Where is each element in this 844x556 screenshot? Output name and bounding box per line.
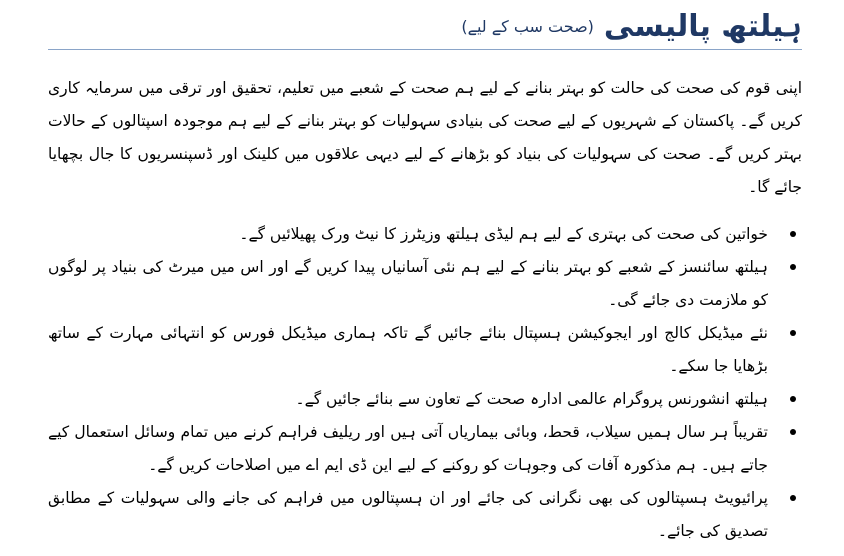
list-item (48, 482, 802, 548)
bullet-icon (790, 330, 796, 336)
bullet-icon (790, 264, 796, 270)
list-item-text: خواتین کی صحت کی بہتری کے لیے ہم لیڈی ہیلتھ وزیٹرز کا نیٹ ورک پھیلائیں گے۔ (239, 225, 768, 243)
list-item (48, 317, 802, 383)
bullet-icon (790, 495, 796, 501)
list-item-text: تقریباً ہر سال ہمیں سیلاب، قحط، وبائی بیماریاں آتی ہیں اور ریلیف فراہم کرنے میں تمام وسائل استعمال کیے جاتے ہیں۔ ہم مذکورہ آفات کی وجوہات کو روکنے کے لیے این ڈی ایم اے میں اصلاحات کریں گے۔ (48, 423, 768, 474)
bullet-icon (790, 429, 796, 435)
page-subtitle: (صحت سب کے لیے) (461, 17, 594, 36)
list-item (48, 218, 802, 251)
list-item (48, 383, 802, 416)
bullet-icon (790, 396, 796, 402)
document-header (48, 0, 802, 50)
list-item-text: ہیلتھ انشورنس پروگرام عالمی ادارہ صحت کے تعاون سے بنائے جائیں گے۔ (295, 390, 768, 408)
list-item-text: پرائیویٹ ہسپتالوں کی بھی نگرانی کی جائے اور ان ہسپتالوں میں فراہم کی جانے والی سہولیات کے مطابق تصدیق کی جائے۔ (48, 489, 768, 540)
list-item (48, 251, 802, 317)
list-item-text: نئے میڈیکل کالج اور ایجوکیشن ہسپتال بنائے جائیں گے تاکہ ہماری میڈیکل فورس کو انتہائی مہارت کے ساتھ بڑھایا جا سکے۔ (48, 324, 768, 375)
bullet-list (48, 218, 802, 548)
list-item (48, 416, 802, 482)
bullet-icon (790, 231, 796, 237)
list-item-text: ہیلتھ سائنسز کے شعبے کو بہتر بنانے کے لیے ہم نئی آسانیاں پیدا کریں گے اور اس میں میرٹ کی بنیاد پر لوگوں کو ملازمت دی جائے گی۔ (48, 258, 768, 309)
intro-paragraph: اپنی قوم کی صحت کی حالت کو بہتر بنانے کے لیے ہم صحت کے شعبے میں تعلیم، تحقیق اور ترقی میں سرمایہ کاری کریں گے۔ پاکستان کے شہریوں کے لیے صحت کی بنیادی سہولیات کو بہتر بنانے کے لیے ہم موجودہ اسپتالوں کے حالات بہتر کریں گے۔ صحت کی سہولیات کی بنیاد کو بڑھانے کے لیے دیہی علاقوں میں کلینک اور ڈسپنسریوں کا جال بچھایا جائے گا۔ (48, 79, 802, 196)
page-title: ہیلتھ پالیسی (603, 9, 802, 44)
